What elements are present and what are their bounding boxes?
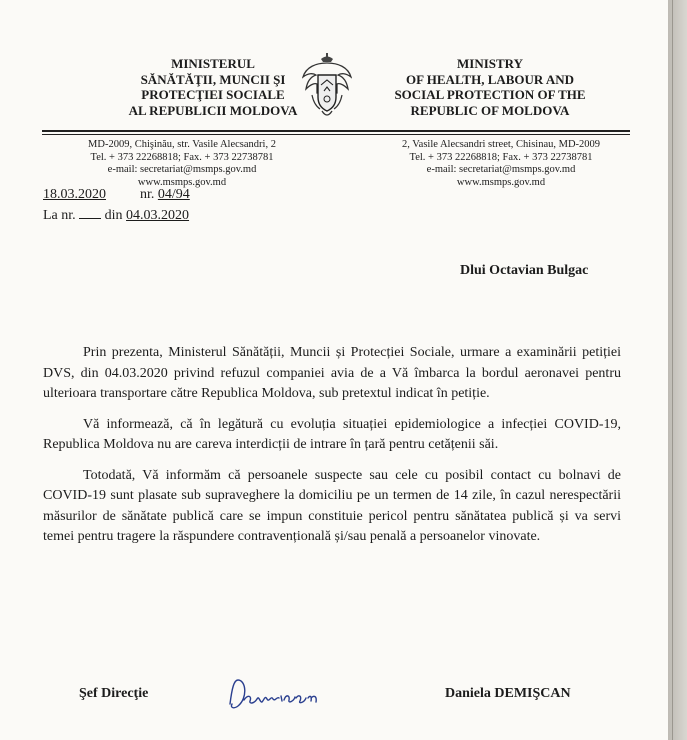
ministry-name-ro-line: AL REPUBLICII MOLDOVA xyxy=(128,102,298,118)
letter-number-label: nr. xyxy=(140,187,155,202)
ministry-name-en xyxy=(380,56,600,118)
body-paragraph: Prin prezenta, Ministerul Sănătății, Muncii și Protecției Sociale, urmare a examinării petiției DVS, din 04.03.2020 privind refuzul companiei avia de a Vă îmbarca la bordul aeronavei pentru ulterioara transportare către Republica Moldova, sub pretextul indicat în petiție. xyxy=(43,345,621,401)
letter-date: 18.03.2020 xyxy=(43,187,106,202)
body-paragraph: Totodată, Vă informăm că persoanele suspecte sau cele cu posibil contact cu bolnavi de COVID-19 sunt plasate sub supraveghere la domiciliu pe un termen de 14 zile, în cazul nerespectării măsurilor de sănătate publică care se impun constituie pericol pentru sănătatea publică și va servi temei pentru tragere la răspundere contravențională și/sau penală a persoanelor vinovate. xyxy=(43,467,621,544)
moldova-coat-of-arms-icon xyxy=(302,53,352,121)
signature-text: Demiscan xyxy=(224,674,228,675)
handwritten-signature xyxy=(224,674,334,714)
incoming-number-blank xyxy=(79,206,101,219)
header-divider xyxy=(42,130,630,132)
recipient-name: Dlui Octavian Bulgac xyxy=(460,263,589,278)
contact-email: e-mail: secretariat@msmps.gov.md xyxy=(426,164,576,175)
contact-email: e-mail: secretariat@msmps.gov.md xyxy=(107,164,257,175)
contact-website: www.msmps.gov.md xyxy=(137,176,227,188)
incoming-date: 04.03.2020 xyxy=(126,208,190,223)
signatory-name: Daniela DEMIŞCAN xyxy=(445,686,571,701)
ministry-name-ro-line: MINISTERUL xyxy=(171,56,255,71)
incoming-reference xyxy=(43,206,189,224)
signatory-role: Şef Direcţie xyxy=(79,686,149,701)
ministry-name-en-line: SOCIAL PROTECTION OF THE xyxy=(394,87,586,102)
contact-phone-fax: Tel. + 373 22268818; Fax. + 373 22738781 xyxy=(90,151,274,163)
contact-block-ro xyxy=(52,139,312,189)
incoming-number-label: La nr. xyxy=(43,208,76,223)
contact-phone-fax: Tel. + 373 22268818; Fax. + 373 22738781 xyxy=(409,151,593,163)
ministry-name-ro xyxy=(110,56,316,118)
page-edge-shadow xyxy=(668,0,687,740)
letter-body xyxy=(43,343,621,558)
ministry-name-ro-line: PROTECŢIEI SOCIALE xyxy=(141,87,285,102)
contact-address: 2, Vasile Alecsandri street, Chisinau, MD-2009 xyxy=(401,139,601,150)
contact-block-en xyxy=(356,139,646,189)
ministry-name-ro-line: SĂNĂTĂŢII, MUNCII ŞI xyxy=(140,71,286,87)
contact-website: www.msmps.gov.md xyxy=(456,176,546,188)
contact-address: MD-2009, Chişinău, str. Vasile Alecsandri, 2 xyxy=(88,139,276,150)
page-edge-line xyxy=(672,0,673,740)
ministry-name-en-line: MINISTRY xyxy=(457,56,523,71)
header-divider-thin xyxy=(42,134,630,135)
incoming-date-label: din xyxy=(104,208,123,223)
ministry-name-en-line: REPUBLIC OF MOLDOVA xyxy=(410,102,570,118)
ministry-name-en-line: OF HEALTH, LABOUR AND xyxy=(405,71,575,87)
outgoing-reference xyxy=(43,187,190,203)
letter-number: 04/94 xyxy=(157,187,190,202)
body-paragraph: Vă informează, că în legătură cu evoluția situației epidemiologice a infecției COVID-19, Republica Moldova nu are careva interdicții de intrare în țară pentru cetățenii săi. xyxy=(43,416,621,452)
